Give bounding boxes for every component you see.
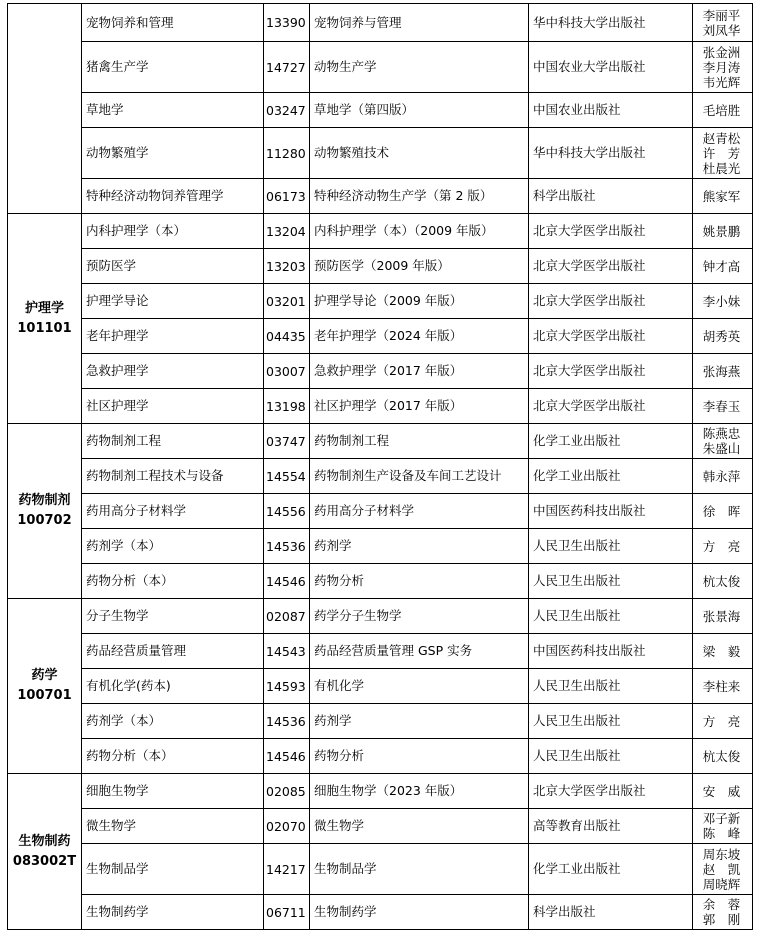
publisher-cell: 化学工业出版社 bbox=[529, 844, 693, 895]
publisher-cell: 人民卫生出版社 bbox=[529, 739, 693, 774]
course-name-cell: 特种经济动物饲养管理学 bbox=[82, 179, 264, 214]
course-name-cell: 有机化学(药本) bbox=[82, 669, 264, 704]
author-cell bbox=[693, 809, 753, 844]
course-name-cell: 社区护理学 bbox=[82, 389, 264, 424]
author-name: 张景海 bbox=[702, 608, 741, 624]
textbook-cell: 内科护理学（本）（2009 年版） bbox=[310, 214, 529, 249]
course-name-cell: 药物制剂工程技术与设备 bbox=[82, 459, 264, 494]
textbook-cell: 生物制品学 bbox=[310, 844, 529, 895]
publisher-cell: 北京大学医学出版社 bbox=[529, 214, 693, 249]
author-name: 赵 凯 bbox=[702, 861, 741, 877]
publisher-cell: 化学工业出版社 bbox=[529, 424, 693, 459]
textbook-cell: 药物分析 bbox=[310, 739, 529, 774]
author-name: 陈 峰 bbox=[702, 826, 741, 841]
author-name: 方 亮 bbox=[702, 713, 741, 729]
table-row bbox=[8, 214, 753, 249]
course-name-cell: 老年护理学 bbox=[82, 319, 264, 354]
publisher-cell: 北京大学医学出版社 bbox=[529, 249, 693, 284]
table-row bbox=[8, 634, 753, 669]
table-row bbox=[8, 739, 753, 774]
author-cell bbox=[693, 354, 753, 389]
author-name: 杭太俊 bbox=[702, 748, 741, 764]
author-cell bbox=[693, 564, 753, 599]
course-name-cell: 内科护理学（本） bbox=[82, 214, 264, 249]
author-name: 郭 刚 bbox=[702, 912, 741, 927]
textbook-cell: 药剂学 bbox=[310, 704, 529, 739]
course-name-cell: 护理学导论 bbox=[82, 284, 264, 319]
author-cell bbox=[693, 774, 753, 809]
course-code-cell: 14556 bbox=[264, 494, 310, 529]
textbook-cell: 护理学导论（2009 年版） bbox=[310, 284, 529, 319]
publisher-cell: 中国医药科技出版社 bbox=[529, 634, 693, 669]
table-row bbox=[8, 704, 753, 739]
publisher-cell: 华中科技大学出版社 bbox=[529, 128, 693, 179]
table-row bbox=[8, 284, 753, 319]
author-cell bbox=[693, 599, 753, 634]
author-cell bbox=[693, 284, 753, 319]
author-cell bbox=[693, 42, 753, 93]
table-body bbox=[8, 4, 753, 930]
course-name-cell: 药物分析（本） bbox=[82, 739, 264, 774]
course-name-cell: 药物制剂工程 bbox=[82, 424, 264, 459]
author-cell bbox=[693, 634, 753, 669]
course-code-cell: 03747 bbox=[264, 424, 310, 459]
author-cell bbox=[693, 214, 753, 249]
publisher-cell: 化学工业出版社 bbox=[529, 459, 693, 494]
author-name: 熊家军 bbox=[702, 188, 741, 204]
table-row bbox=[8, 774, 753, 809]
author-name: 毛培胜 bbox=[702, 102, 741, 118]
course-code-cell: 03007 bbox=[264, 354, 310, 389]
table-row bbox=[8, 42, 753, 93]
table-row bbox=[8, 529, 753, 564]
author-name: 李柱来 bbox=[702, 678, 741, 694]
course-code-cell: 03247 bbox=[264, 93, 310, 128]
textbook-cell: 特种经济动物生产学（第 2 版） bbox=[310, 179, 529, 214]
author-name: 张金洲 bbox=[702, 44, 741, 60]
major-name: 生物制药 bbox=[18, 833, 71, 849]
author-name: 张海燕 bbox=[702, 363, 741, 379]
course-code-cell: 14546 bbox=[264, 739, 310, 774]
course-code-cell: 04435 bbox=[264, 319, 310, 354]
author-name: 徐 晖 bbox=[702, 503, 741, 519]
author-cell bbox=[693, 424, 753, 459]
author-name: 胡秀英 bbox=[702, 328, 741, 344]
course-code-cell: 14593 bbox=[264, 669, 310, 704]
textbook-cell: 动物生产学 bbox=[310, 42, 529, 93]
major-cell bbox=[8, 774, 82, 930]
textbook-cell: 药物制剂工程 bbox=[310, 424, 529, 459]
course-name-cell: 草地学 bbox=[82, 93, 264, 128]
course-code-cell: 14536 bbox=[264, 529, 310, 564]
textbook-cell: 细胞生物学（2023 年版） bbox=[310, 774, 529, 809]
textbook-cell: 药用高分子材料学 bbox=[310, 494, 529, 529]
major-cell bbox=[8, 4, 82, 214]
table-row bbox=[8, 319, 753, 354]
textbook-cell: 宠物饲养与管理 bbox=[310, 4, 529, 42]
textbook-cell: 生物制药学 bbox=[310, 895, 529, 930]
author-cell bbox=[693, 494, 753, 529]
author-name: 韦光辉 bbox=[702, 74, 741, 90]
author-name: 姚景鹏 bbox=[702, 223, 741, 239]
major-cell bbox=[8, 599, 82, 774]
author-cell bbox=[693, 529, 753, 564]
table-row bbox=[8, 809, 753, 844]
textbook-cell: 老年护理学（2024 年版） bbox=[310, 319, 529, 354]
table-row bbox=[8, 844, 753, 895]
table-row bbox=[8, 564, 753, 599]
course-name-cell: 预防医学 bbox=[82, 249, 264, 284]
author-cell bbox=[693, 704, 753, 739]
course-name-cell: 动物繁殖学 bbox=[82, 128, 264, 179]
publisher-cell: 北京大学医学出版社 bbox=[529, 354, 693, 389]
publisher-cell: 人民卫生出版社 bbox=[529, 704, 693, 739]
table-row bbox=[8, 128, 753, 179]
table-row bbox=[8, 249, 753, 284]
course-name-cell: 分子生物学 bbox=[82, 599, 264, 634]
publisher-cell: 科学出版社 bbox=[529, 179, 693, 214]
course-code-cell: 06711 bbox=[264, 895, 310, 930]
table-row bbox=[8, 179, 753, 214]
textbook-cell: 药物分析 bbox=[310, 564, 529, 599]
course-code-cell: 02070 bbox=[264, 809, 310, 844]
major-code: 101101 bbox=[17, 320, 72, 336]
author-name: 方 亮 bbox=[702, 538, 741, 554]
major-name: 药学 bbox=[31, 668, 58, 683]
publisher-cell: 北京大学医学出版社 bbox=[529, 319, 693, 354]
textbook-cell: 动物繁殖技术 bbox=[310, 128, 529, 179]
author-name: 朱盛山 bbox=[702, 441, 741, 456]
author-name: 安 威 bbox=[702, 783, 741, 799]
author-name: 李丽平 bbox=[702, 7, 741, 23]
publisher-cell: 人民卫生出版社 bbox=[529, 599, 693, 634]
major-name: 护理学 bbox=[24, 300, 64, 316]
table-row bbox=[8, 669, 753, 704]
course-code-cell: 14546 bbox=[264, 564, 310, 599]
publisher-cell: 北京大学医学出版社 bbox=[529, 389, 693, 424]
textbook-cell: 药品经营质量管理 GSP 实务 bbox=[310, 634, 529, 669]
table-row bbox=[8, 93, 753, 128]
author-cell bbox=[693, 895, 753, 930]
publisher-cell: 科学出版社 bbox=[529, 895, 693, 930]
author-cell bbox=[693, 93, 753, 128]
course-name-cell: 药物分析（本） bbox=[82, 564, 264, 599]
author-cell bbox=[693, 389, 753, 424]
author-name: 韩永萍 bbox=[702, 468, 741, 484]
textbook-cell: 预防医学（2009 年版） bbox=[310, 249, 529, 284]
textbook-cell: 药剂学 bbox=[310, 529, 529, 564]
author-name: 杜晨光 bbox=[702, 160, 741, 176]
course-code-cell: 14554 bbox=[264, 459, 310, 494]
major-code: 100701 bbox=[17, 688, 72, 703]
course-code-cell: 02085 bbox=[264, 774, 310, 809]
course-name-cell: 药剂学（本） bbox=[82, 529, 264, 564]
course-code-cell: 13198 bbox=[264, 389, 310, 424]
publisher-cell: 中国农业大学出版社 bbox=[529, 42, 693, 93]
course-code-cell: 13390 bbox=[264, 4, 310, 42]
major-code: 083002T bbox=[12, 853, 77, 869]
textbook-cell: 药学分子生物学 bbox=[310, 599, 529, 634]
textbook-cell: 有机化学 bbox=[310, 669, 529, 704]
table-row bbox=[8, 389, 753, 424]
table-row bbox=[8, 599, 753, 634]
author-name: 李月涛 bbox=[702, 59, 741, 75]
course-name-cell: 急救护理学 bbox=[82, 354, 264, 389]
publisher-cell: 人民卫生出版社 bbox=[529, 529, 693, 564]
table-row bbox=[8, 895, 753, 930]
textbook-cell: 急救护理学（2017 年版） bbox=[310, 354, 529, 389]
course-code-cell: 14543 bbox=[264, 634, 310, 669]
textbook-cell: 微生物学 bbox=[310, 809, 529, 844]
table-row bbox=[8, 4, 753, 42]
course-code-cell: 06173 bbox=[264, 179, 310, 214]
course-name-cell: 药用高分子材料学 bbox=[82, 494, 264, 529]
publisher-cell: 高等教育出版社 bbox=[529, 809, 693, 844]
course-code-cell: 14727 bbox=[264, 42, 310, 93]
author-name: 许 芳 bbox=[702, 145, 741, 161]
author-name: 杭太俊 bbox=[702, 573, 741, 589]
author-cell bbox=[693, 179, 753, 214]
course-name-cell: 细胞生物学 bbox=[82, 774, 264, 809]
course-code-cell: 02087 bbox=[264, 599, 310, 634]
major-name: 药物制剂 bbox=[18, 493, 71, 508]
author-name: 李小妹 bbox=[702, 293, 741, 309]
textbook-cell: 药物制剂生产设备及车间工艺设计 bbox=[310, 459, 529, 494]
author-name: 邓子新 bbox=[702, 811, 741, 826]
textbook-cell: 草地学（第四版） bbox=[310, 93, 529, 128]
course-name-cell: 药剂学（本） bbox=[82, 704, 264, 739]
course-name-cell: 微生物学 bbox=[82, 809, 264, 844]
course-name-cell: 宠物饲养和管理 bbox=[82, 4, 264, 42]
author-name: 陈燕忠 bbox=[702, 426, 741, 441]
publisher-cell: 北京大学医学出版社 bbox=[529, 284, 693, 319]
course-code-cell: 11280 bbox=[264, 128, 310, 179]
course-code-cell: 13203 bbox=[264, 249, 310, 284]
course-name-cell: 猪禽生产学 bbox=[82, 42, 264, 93]
course-code-cell: 14217 bbox=[264, 844, 310, 895]
major-code: 100702 bbox=[17, 513, 72, 528]
author-cell bbox=[693, 128, 753, 179]
author-name: 周晓辉 bbox=[702, 876, 741, 892]
author-name: 余 蓉 bbox=[702, 897, 741, 912]
author-cell bbox=[693, 249, 753, 284]
author-cell bbox=[693, 319, 753, 354]
author-cell bbox=[693, 739, 753, 774]
major-cell bbox=[8, 214, 82, 424]
author-cell bbox=[693, 669, 753, 704]
major-cell bbox=[8, 424, 82, 599]
course-code-cell: 13204 bbox=[264, 214, 310, 249]
author-cell bbox=[693, 459, 753, 494]
course-name-cell: 药品经营质量管理 bbox=[82, 634, 264, 669]
course-code-cell: 14536 bbox=[264, 704, 310, 739]
course-name-cell: 生物制品学 bbox=[82, 844, 264, 895]
author-name: 周东坡 bbox=[702, 846, 741, 862]
author-name: 钟才高 bbox=[702, 258, 741, 274]
author-name: 李春玉 bbox=[702, 398, 741, 414]
publisher-cell: 中国医药科技出版社 bbox=[529, 494, 693, 529]
publisher-cell: 北京大学医学出版社 bbox=[529, 774, 693, 809]
textbook-table bbox=[7, 3, 753, 930]
table-row bbox=[8, 459, 753, 494]
course-code-cell: 03201 bbox=[264, 284, 310, 319]
publisher-cell: 人民卫生出版社 bbox=[529, 564, 693, 599]
publisher-cell: 中国农业出版社 bbox=[529, 93, 693, 128]
textbook-cell: 社区护理学（2017 年版） bbox=[310, 389, 529, 424]
course-name-cell: 生物制药学 bbox=[82, 895, 264, 930]
author-name: 梁 毅 bbox=[702, 643, 741, 659]
author-name: 赵青松 bbox=[702, 130, 741, 146]
author-cell bbox=[693, 844, 753, 895]
author-name: 刘凤华 bbox=[702, 22, 741, 38]
author-cell bbox=[693, 4, 753, 42]
publisher-cell: 人民卫生出版社 bbox=[529, 669, 693, 704]
table-row bbox=[8, 424, 753, 459]
publisher-cell: 华中科技大学出版社 bbox=[529, 4, 693, 42]
table-row bbox=[8, 494, 753, 529]
table-row bbox=[8, 354, 753, 389]
